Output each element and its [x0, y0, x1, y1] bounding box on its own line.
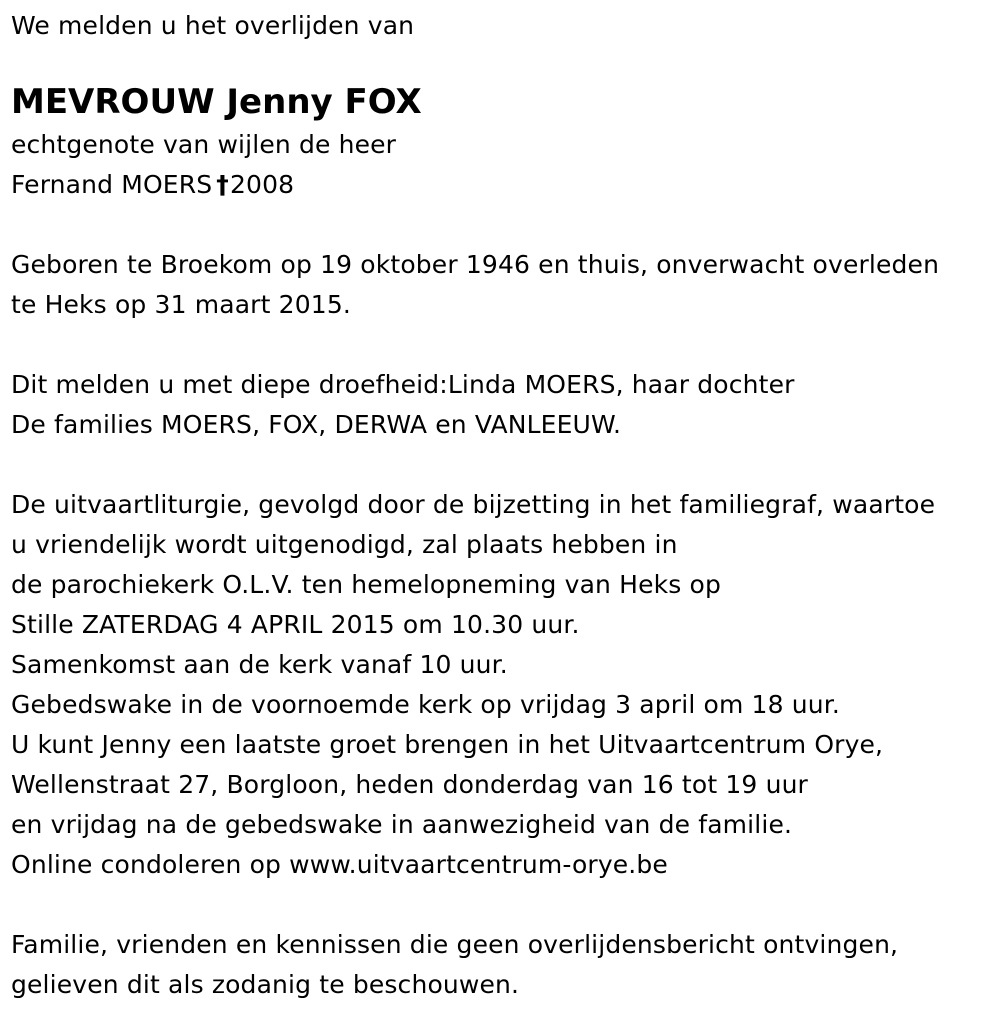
mourners-line: Dit melden u met diepe droefheid:Linda MOERS, haar dochter — [11, 370, 795, 399]
closing-line: gelieven dit als zodanig te beschouwen. — [11, 970, 520, 999]
closing-line: Familie, vrienden en kennissen die geen overlijdensbericht ontvingen, — [11, 930, 899, 959]
funeral-line: u vriendelijk wordt uitgenodigd, zal plaats hebben in — [11, 530, 678, 559]
funeral-line: Wellenstraat 27, Borgloon, heden donderdag van 16 tot 19 uur — [11, 770, 808, 799]
cross-icon: † — [216, 170, 229, 199]
funeral-section — [11, 485, 996, 885]
deceased-name: MEVROUW Jenny FOX — [11, 82, 422, 122]
funeral-line: U kunt Jenny een laatste groet brengen in het Uitvaartcentrum Orye, — [11, 730, 884, 759]
funeral-line: Samenkomst aan de kerk vanaf 10 uur. — [11, 650, 508, 679]
birth-death-line: te Heks op 31 maart 2015. — [11, 290, 351, 319]
spouse-death-year: 2008 — [229, 170, 295, 199]
closing-section — [11, 925, 996, 1005]
birth-death-line: Geboren te Broekom op 19 oktober 1946 en thuis, onverwacht overleden — [11, 250, 940, 279]
birth-death-section — [11, 245, 996, 325]
mourners-section — [11, 365, 996, 445]
funeral-line: de parochiekerk O.L.V. ten hemelopneming van Heks op — [11, 570, 721, 599]
spouse-name-line — [11, 165, 996, 205]
spouse-name: Fernand MOERS — [11, 170, 213, 199]
funeral-line: en vrijdag na de gebedswake in aanwezigheid van de familie. — [11, 810, 793, 839]
death-notice — [11, 6, 996, 1005]
funeral-line: Stille ZATERDAG 4 APRIL 2015 om 10.30 uur. — [11, 610, 580, 639]
intro-text: We melden u het overlijden van — [11, 11, 415, 40]
condolence-url-line: Online condoleren op www.uitvaartcentrum-orye.be — [11, 850, 668, 879]
funeral-line: De uitvaartliturgie, gevolgd door de bijzetting in het familiegraf, waartoe — [11, 490, 936, 519]
funeral-line: Gebedswake in de voornoemde kerk op vrijdag 3 april om 18 uur. — [11, 690, 840, 719]
spouse-line: echtgenote van wijlen de heer — [11, 130, 397, 159]
mourners-line: De families MOERS, FOX, DERWA en VANLEEUW. — [11, 410, 622, 439]
